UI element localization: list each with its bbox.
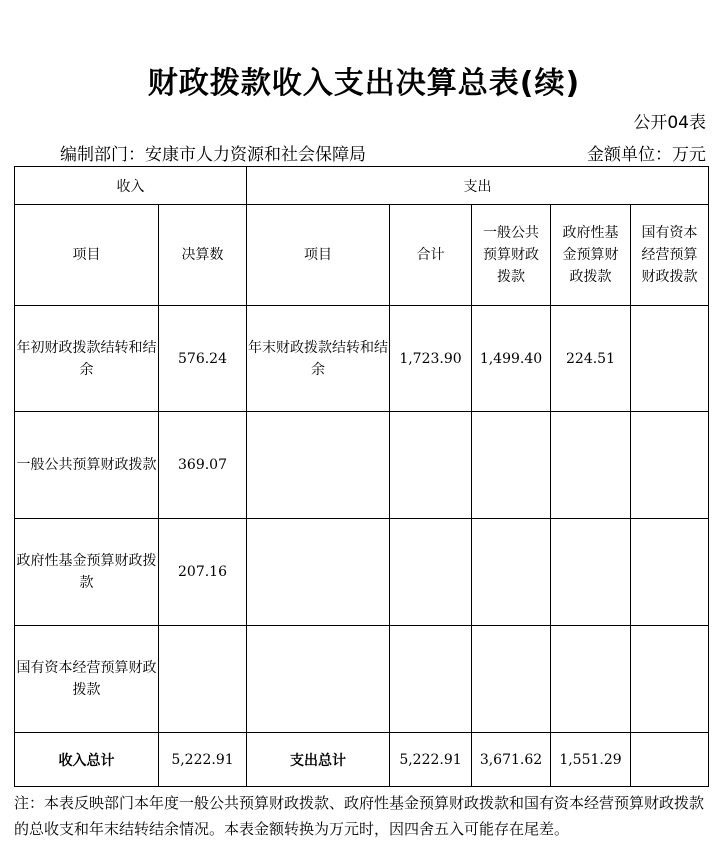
state-capital-cell [631,412,709,519]
general-budget-total: 3,671.62 [472,733,551,787]
income-amount-cell [159,626,247,733]
general-budget-cell [472,519,551,626]
general-budget-cell [472,412,551,519]
total-cell [390,412,472,519]
total-cell [390,519,472,626]
total-cell [390,626,472,733]
expense-item-cell [247,519,390,626]
income-item-header: 项目 [15,205,159,306]
fund-budget-cell [551,519,631,626]
department-label: 编制部门：安康市人力资源和社会保障局 [60,145,366,165]
income-total-label: 收入总计 [15,733,159,787]
expense-item-cell [247,412,390,519]
income-item-cell: 一般公共预算财政拨款 [15,412,159,519]
income-total-amount: 5,222.91 [159,733,247,787]
column-header-row [15,205,709,306]
income-amount-header: 决算数 [159,205,247,306]
table-row [15,412,709,519]
state-capital-cell [631,626,709,733]
fund-budget-total: 1,551.29 [551,733,631,787]
state-capital-cell [631,519,709,626]
budget-table [14,166,709,787]
income-item-cell: 年初财政拨款结转和结余 [15,306,159,412]
expense-section-header: 支出 [247,167,709,205]
state-capital-total [631,733,709,787]
income-amount-cell: 576.24 [159,306,247,412]
general-budget-cell: 1,499.40 [472,306,551,412]
expense-total-label: 支出总计 [247,733,390,787]
table-row [15,626,709,733]
state-capital-cell [631,306,709,412]
table-row [15,519,709,626]
footnote: 注：本表反映部门本年度一般公共预算财政拨款、政府性基金预算财政拨款和国有资本经营预算财政拨款的总收支和年末结转结余情况。本表金额转换为万元时，因四舍五入可能存在尾差。 [14,794,705,838]
general-budget-header: 一般公共预算财政拨款 [472,205,551,306]
fund-budget-header: 政府性基金预算财政拨款 [551,205,631,306]
total-grand-amount: 5,222.91 [390,733,472,787]
income-item-cell: 国有资本经营预算财政拨款 [15,626,159,733]
general-budget-cell [472,626,551,733]
totals-row [15,733,709,787]
form-number: 公开04表 [633,113,706,133]
fund-budget-cell: 224.51 [551,306,631,412]
expense-item-cell: 年末财政拨款结转和结余 [247,306,390,412]
section-header-row [15,167,709,205]
table-row [15,306,709,412]
income-amount-cell: 207.16 [159,519,247,626]
total-header: 合计 [390,205,472,306]
income-section-header: 收入 [15,167,247,205]
expense-item-cell [247,626,390,733]
currency-unit-label: 金额单位：万元 [587,145,706,165]
expense-item-header: 项目 [247,205,390,306]
income-amount-cell: 369.07 [159,412,247,519]
state-capital-header: 国有资本经营预算财政拨款 [631,205,709,306]
income-item-cell: 政府性基金预算财政拨款 [15,519,159,626]
page-title: 财政拨款收入支出决算总表(续) [147,66,581,101]
fund-budget-cell [551,412,631,519]
total-cell: 1,723.90 [390,306,472,412]
fund-budget-cell [551,626,631,733]
